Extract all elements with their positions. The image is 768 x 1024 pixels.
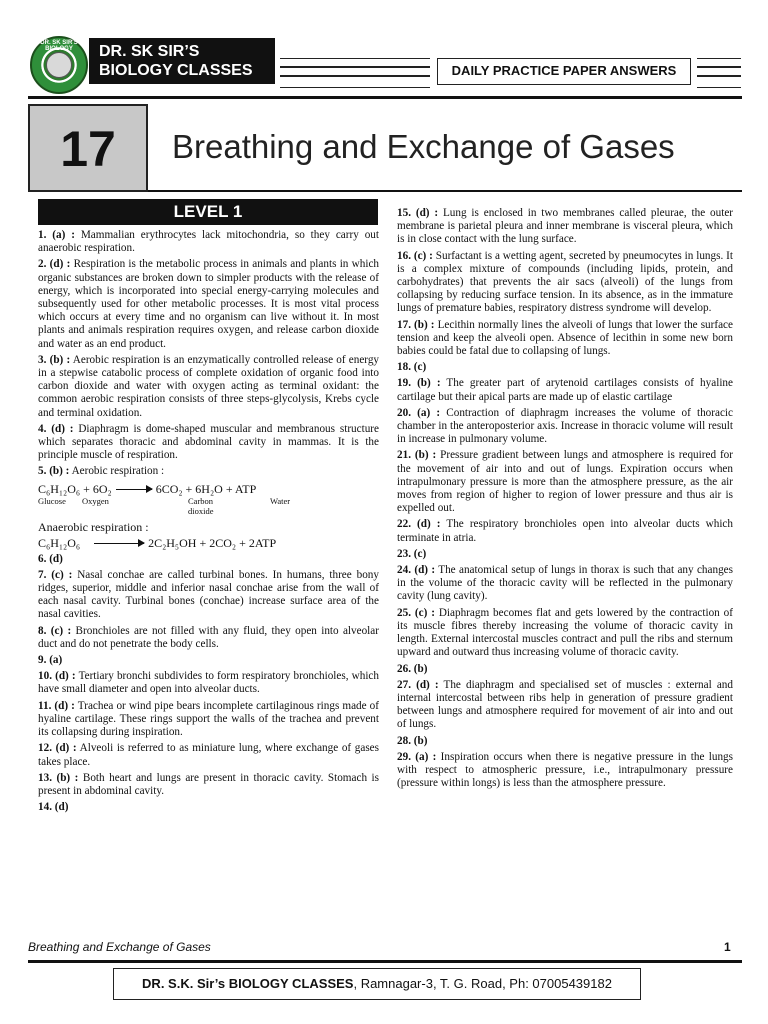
answer-id: 23. (c): [397, 547, 427, 560]
answer-text: Pressure gradient between lungs and atmosphere is required for the movement of air into and out of lungs. Expiration occurs when intrapulmonary pressure is more than the atmosphere pressure, as the air moves from region of higher to region of lower pressure and thus air is expelled out.: [397, 449, 733, 515]
answer-item: [38, 553, 379, 566]
answer-id: 18. (c): [397, 361, 427, 374]
anaerobic-lhs: C₆H₁₂O₆: [38, 535, 81, 550]
answer-id: 8. (c) :: [38, 624, 72, 637]
answer-text: Diaphragm is dome-shaped muscular and membranous structure which separates thoracic and abdominal cavity in mammas. It is the principle muscle of respiration.: [38, 422, 379, 462]
answer-id: 10. (d) :: [38, 670, 76, 683]
answer-item: [397, 564, 733, 604]
answer-id: 22. (d) :: [397, 518, 441, 531]
answer-id: 12. (d) :: [38, 742, 77, 755]
aerobic-rhs: 6CO₂ + 6H₂O + ATP: [155, 481, 257, 496]
answer-text: The greater part of arytenoid cartilages consists of hyaline cartilage but their apical parts are made up of elastic cartilage: [397, 377, 733, 403]
answer-item: [397, 319, 733, 359]
answer-item: [397, 449, 733, 515]
answer-item: [397, 663, 733, 676]
institute-address: , Ramnagar-3, T. G. Road, Ph: 07005439182: [353, 976, 612, 991]
answer-id: 5. (b) :: [38, 465, 70, 478]
answer-item: [38, 700, 379, 740]
brand-line-2: BIOLOGY CLASSES: [99, 62, 253, 79]
answer-id: 25. (c) :: [397, 606, 435, 619]
answer-id: 27. (d) :: [397, 678, 439, 691]
brand-box: [89, 38, 275, 84]
answer-id: 28. (b): [397, 734, 428, 747]
reaction-arrow-2: [94, 543, 144, 545]
answer-id: 9. (a): [38, 654, 63, 667]
answer-id: 7. (c) :: [38, 568, 73, 581]
answer-item: [38, 801, 379, 814]
answer-id: 13. (b) :: [38, 771, 79, 784]
header-divider: [28, 96, 742, 99]
answer-item: [397, 361, 733, 374]
page-number: 1: [724, 940, 731, 954]
answer-item: [397, 548, 733, 561]
sub-glucose: Glucose: [38, 495, 66, 506]
answer-item: [397, 518, 733, 544]
answer-item: [38, 742, 379, 768]
answer-text: Inspiration occurs when there is negative pressure in the lungs with respect to atmospheric pressure, i.e., intrapulmonary pressure (pressure within longs) is less than the atmosphere pressure.: [397, 750, 733, 790]
answer-text: The respiratory bronchioles open into alveolar ducts which terminate in atria.: [397, 518, 733, 544]
answer-text: The anatomical setup of lungs in thorax is such that any changes in the volume of the thoracic cavity will be reflected in the pulmonary cavity (lung cavity).: [397, 564, 733, 603]
answer-text: Mammalian erythrocytes lack mitochondria, so they carry out anaerobic respiration.: [38, 229, 379, 255]
answer-text: Trachea or wind pipe bears incomplete cartilaginous rings made of hyaline cartilage. These rings support the walls of the trachea and prevent its collapsing during inspiration.: [38, 699, 379, 739]
answer-id: 16. (c) :: [397, 249, 433, 262]
answer-id: 15. (d) :: [397, 207, 439, 219]
answer-id: 29. (a) :: [397, 750, 437, 763]
logo: [30, 36, 88, 94]
answer-item: [38, 670, 379, 696]
answer-item: [397, 250, 733, 316]
answer-id: 17. (b) :: [397, 318, 435, 331]
reaction-arrow: [116, 489, 152, 491]
answer-id: 20. (a) :: [397, 406, 441, 419]
answer-id: 2. (d) :: [38, 258, 71, 271]
answer-text: Lung is enclosed in two membranes called pleurae, the outer membrane is parietal pleura and inner membrane is visceral pleura, which is in close contact with the lung surface.: [397, 207, 734, 246]
institute-name: DR. S.K. Sir’s BIOLOGY CLASSES: [142, 976, 354, 991]
brand-line-1: DR. SK SIR’S: [99, 43, 200, 60]
answer-item: [397, 207, 733, 247]
running-title: Breathing and Exchange of Gases: [28, 940, 211, 954]
answer-text: Both heart and lungs are present in thoracic cavity. Stomach is present in abdominal cavity.: [38, 771, 379, 797]
answer-item: [38, 625, 379, 651]
answer-text: Bronchioles are not filled with any fluid, they open into alveolar duct and do not penetrate the body cells.: [38, 624, 379, 650]
left-column: [38, 229, 379, 817]
answer-item: [397, 735, 733, 748]
answer-text: Surfactant is a wetting agent, secreted by pneumocytes in lungs. It is a complex mixture of compounds (including lipids, protein, and carbohydrates) that prevents the air sacs (alveoli) of the lungs from collapsing by reducing surface tension. In its absence, as in the immature lungs of premature babies, respiratory distress syndrome will develop.: [397, 249, 733, 315]
footer-divider: [28, 960, 742, 963]
institute-box: [113, 968, 641, 1000]
sub-carbon: Carbon dioxide: [188, 495, 214, 516]
header-rule-left: [280, 58, 430, 88]
level-heading: LEVEL 1: [38, 199, 378, 225]
answer-item: [38, 772, 379, 798]
answer-text: Diaphragm becomes flat and gets lowered by the contraction of its muscle fibres thereby increasing the volume of thoracic cavity in length. External intercostal muscles contract and pull the ribs and sternum upward and outward thus increasing volume of thoracic cavity.: [397, 606, 733, 659]
answer-item: [397, 751, 733, 791]
chapter-title: Breathing and Exchange of Gases: [172, 128, 675, 165]
logo-emblem: [46, 52, 72, 78]
answer-id: 3. (b) :: [38, 353, 71, 366]
answer-id: 19. (b) :: [397, 377, 441, 390]
answer-id: 21. (b) :: [397, 449, 437, 462]
answer-id: 1. (a) :: [38, 229, 75, 241]
answer-item: [397, 407, 733, 447]
answer-item: [38, 423, 379, 463]
answer-text: The diaphragm and specialised set of muscles : external and internal intercostal between ribs help in generation of pressure gradient between lungs and atmosphere required for movement of air into and out of lungs.: [397, 678, 733, 731]
sub-oxygen: Oxygen: [82, 495, 109, 506]
answer-item: [38, 258, 379, 350]
answer-text: Aerobic respiration :: [69, 465, 165, 478]
anaerobic-rhs: 2C₂H₅OH + 2CO₂ + 2ATP: [148, 535, 277, 550]
answer-text: Aerobic respiration is an enzymatically controlled release of energy in a stepwise catabolic process of complete oxidation of organic food into carbon dioxide and water with oxygen acting as terminal oxidant: the common aerobic respiration consists of three steps-glycolysis, Krebs cycle and terminal oxidation.: [38, 353, 380, 419]
answer-id: 4. (d) :: [38, 422, 74, 435]
chapter-number: 17: [28, 104, 148, 192]
answer-item: [397, 679, 733, 732]
answer-id: 6. (d): [38, 552, 63, 565]
answer-text: Lecithin normally lines the alveoli of lungs that lower the surface tension and keep the alveoli open. Absence of lecithin in some new born babies could be fatal due to collapsing of lungs.: [397, 318, 733, 358]
header-rule-right: [697, 58, 741, 88]
answer-id: 14. (d): [38, 801, 69, 814]
answer-item: [397, 607, 733, 660]
answer-text: Alveoli is referred to as miniature lung, where exchange of gases takes place.: [38, 742, 379, 768]
right-column: [397, 207, 733, 793]
answer-item: [38, 229, 379, 255]
aerobic-equation: [38, 482, 379, 550]
answer-item: [38, 654, 379, 667]
answer-id: 26. (b): [397, 662, 428, 675]
answer-text: Nasal conchae are called turbinal bones. In humans, three bony ridges, superior, middle and inferior nasal conchae arise from the wall of each nasal cavity. Turbinal bones (conchae) increase surface area of the nasal cavities.: [38, 568, 379, 621]
answer-item: [38, 465, 379, 478]
dpp-label: DAILY PRACTICE PAPER ANSWERS: [437, 58, 691, 85]
answer-id: 24. (d) :: [397, 564, 436, 577]
answer-text: Respiration is the metabolic process in animals and plants in which organic substances are broken down to simpler products with the release of energy, which is incorporated into special energy-carrying molecules and subsequently used for other metabolic processes. It is most vital process which occurs at every time and no organism can live without it. In most plants and animals respiration requires oxygen, and release carbon dioxide and water as an end product.: [38, 258, 379, 350]
answer-item: [38, 354, 379, 420]
sub-water: Water: [270, 495, 291, 506]
aerobic-lhs: C₆H₁₂O₆ + 6O₂: [38, 481, 112, 496]
chapter-underline: [148, 190, 742, 192]
logo-text: DR. SK SIR'S BIOLOGY: [40, 40, 78, 52]
answer-item: [397, 377, 733, 403]
answer-item: [38, 569, 379, 622]
answer-text: Contraction of diaphragm increases the volume of thoracic chamber in the anteroposterior axis. Increase in thoracic volume will result in increase in pulmonary volume.: [397, 406, 733, 446]
answer-id: 11. (d) :: [38, 699, 75, 712]
answer-text: Tertiary bronchi subdivides to form respiratory bronchioles, which have small diameter and open into alveolar ducts.: [38, 670, 379, 696]
anaerobic-label: Anaerobic respiration :: [38, 519, 149, 534]
